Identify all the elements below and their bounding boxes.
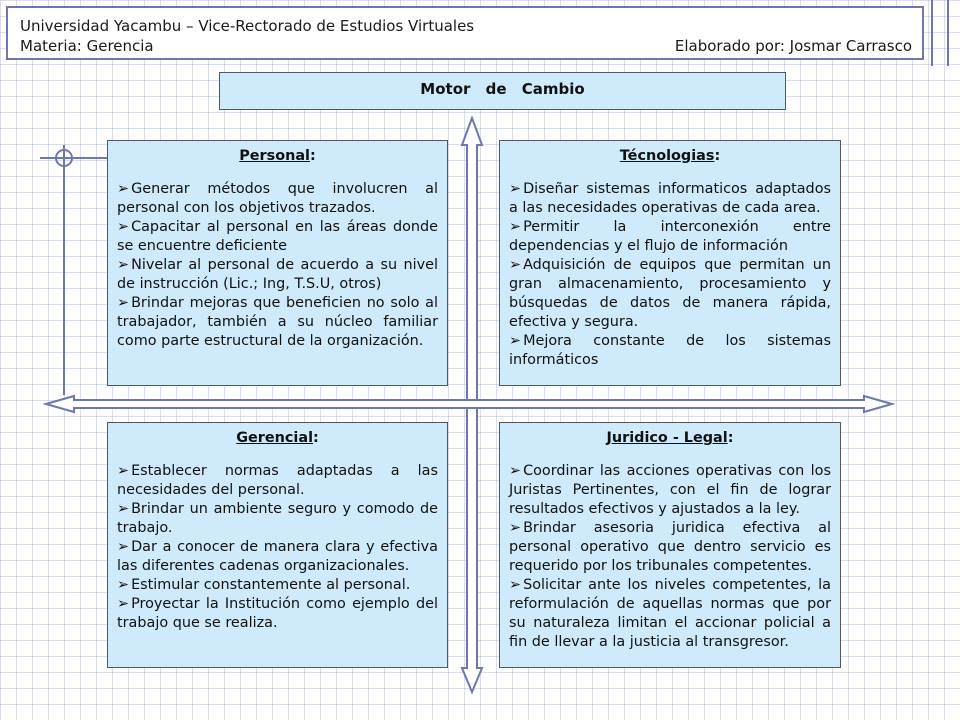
bullet-text: Adquisición de equipos que permitan un gran almacenamiento, procesamiento y búsquedas de datos de manera rápida, efectiva y segura.: [509, 257, 831, 330]
bullet-text: Nivelar al personal de acuerdo a su nivel de instrucción (Lic.; Ing, T.S.U, otros): [117, 257, 438, 292]
bullet-text: Proyectar la Institución como ejemplo del trabajo que se realiza.: [117, 596, 438, 631]
quadrant-list: [509, 462, 831, 652]
bullet-text: Brindar un ambiente seguro y comodo de trabajo.: [117, 501, 438, 536]
quadrant-personal: Personal: ➢ Generar métodos que involucren al personal con los objetivos trazados. ➢ Capacitar al personal en las áreas donde se encuentre deficiente ➢ Nivelar al personal de acuerdo a su nivel de instrucción (Lic.; Ing, T.S.U, otros) ➢ Brindar mejoras que beneficien no solo al trabajador, también a su núcleo familiar como parte estructural de la organización.: [107, 140, 448, 386]
quadrant-title: Juridico - Legal: [606, 430, 728, 446]
bullet-arrow-icon: ➢: [117, 181, 130, 197]
bullet-item: [509, 180, 831, 218]
bullet-arrow-icon: ➢: [117, 501, 130, 517]
bullet-item: [117, 500, 438, 538]
quadrant-list: [117, 180, 438, 351]
bullet-text: Coordinar las acciones operativas con los Juristas Pertinentes, con el fin de lograr resultados efectivos y ajustados a la ley.: [509, 463, 831, 517]
bullet-item: [509, 519, 831, 576]
bullet-arrow-icon: ➢: [509, 181, 522, 197]
bullet-arrow-icon: ➢: [509, 219, 522, 235]
quadrant-gerencial: Gerencial: ➢ Establecer normas adaptadas a las necesidades del personal. ➢ Brindar un ambiente seguro y comodo de trabajo. ➢ Dar a conocer de manera clara y efectiva las diferentes cadenas organizacionales. ➢ Estimular constantemente al personal. ➢ Proyectar la Institución como ejemplo del trabajo que se realiza.: [107, 422, 448, 668]
bullet-item: [117, 218, 438, 256]
header-materia: Materia: Gerencia: [20, 37, 154, 55]
quadrant-juridico: Juridico - Legal: ➢ Coordinar las acciones operativas con los Juristas Pertinentes, con el fin de lograr resultados efectivos y ajustados a la ley. ➢ Brindar asesoria juridica efectiva al personal operativo que dentro servicio es requerido por los tribunales competentes. ➢ Solicitar ante los niveles competentes, la reformulación de aquellas normas que por su naturaleza limitan el accionar policial a fin de llevar a la justicia al transgresor.: [499, 422, 841, 668]
header-box: [6, 6, 924, 60]
bullet-arrow-icon: ➢: [509, 257, 522, 273]
bullet-item: [117, 256, 438, 294]
bullet-item: [117, 538, 438, 576]
quadrant-title: Técnologias: [619, 148, 715, 164]
bullet-item: [509, 576, 831, 652]
bullet-text: Mejora constante de los sistemas informáticos: [509, 333, 831, 368]
header-university: Universidad Yacambu – Vice-Rectorado de Estudios Virtuales: [20, 17, 475, 35]
quadrant-list: [509, 180, 831, 370]
bullet-arrow-icon: ➢: [509, 333, 522, 349]
bullet-arrow-icon: ➢: [117, 539, 130, 555]
bullet-item: [509, 256, 831, 332]
bullet-arrow-icon: ➢: [509, 463, 522, 479]
quadrant-title: Gerencial: [236, 430, 313, 446]
bullet-item: [117, 576, 438, 595]
bullet-item: [117, 595, 438, 633]
bullet-text: Solicitar ante los niveles competentes, la reformulación de aquellas normas que por su naturaleza limitan el accionar policial a fin de llevar a la justicia al transgresor.: [509, 577, 831, 650]
bullet-text: Brindar mejoras que beneficien no solo al trabajador, también a su núcleo familiar como parte estructural de la organización.: [117, 295, 438, 349]
bullet-text: Dar a conocer de manera clara y efectiva las diferentes cadenas organizacionales.: [117, 539, 438, 574]
bullet-arrow-icon: ➢: [509, 520, 522, 536]
bullet-text: Diseñar sistemas informaticos adaptados a las necesidades operativas de cada area.: [509, 181, 831, 216]
bullet-text: Establecer normas adaptadas a las necesidades del personal.: [117, 463, 438, 498]
bullet-item: [509, 218, 831, 256]
bullet-text: Permitir la interconexión entre dependencias y el flujo de información: [509, 219, 831, 254]
bullet-text: Generar métodos que involucren al personal con los objetivos trazados.: [117, 181, 438, 216]
bullet-arrow-icon: ➢: [117, 463, 130, 479]
bullet-text: Brindar asesoria juridica efectiva al personal operativo que dentro servicio es requerido por los tribunales competentes.: [509, 520, 831, 574]
quadrant-title: Personal: [239, 148, 310, 164]
bullet-arrow-icon: ➢: [117, 257, 130, 273]
bullet-arrow-icon: ➢: [117, 596, 130, 612]
bullet-text: Capacitar al personal en las áreas donde se encuentre deficiente: [117, 219, 438, 254]
bullet-text: Estimular constantemente al personal.: [131, 577, 411, 593]
header-author: Elaborado por: Josmar Carrasco: [674, 37, 912, 55]
quadrant-tecnologias: Técnologias: ➢ Diseñar sistemas informaticos adaptados a las necesidades operativas de cada area. ➢ Permitir la interconexión entre dependencias y el flujo de información ➢ Adquisición de equipos que permitan un gran almacenamiento, procesamiento y búsquedas de datos de manera rápida, efectiva y segura. ➢ Mejora constante de los sistemas informáticos: [499, 140, 841, 386]
bullet-arrow-icon: ➢: [117, 219, 130, 235]
quadrant-list: [117, 462, 438, 633]
bullet-item: [509, 462, 831, 519]
motor-de-cambio-title: Motor de Cambio: [219, 72, 786, 110]
bullet-item: [117, 180, 438, 218]
bullet-arrow-icon: ➢: [117, 577, 130, 593]
bullet-item: [117, 294, 438, 351]
bullet-item: [509, 332, 831, 370]
bullet-arrow-icon: ➢: [117, 295, 130, 311]
bullet-item: [117, 462, 438, 500]
bullet-arrow-icon: ➢: [509, 577, 522, 593]
